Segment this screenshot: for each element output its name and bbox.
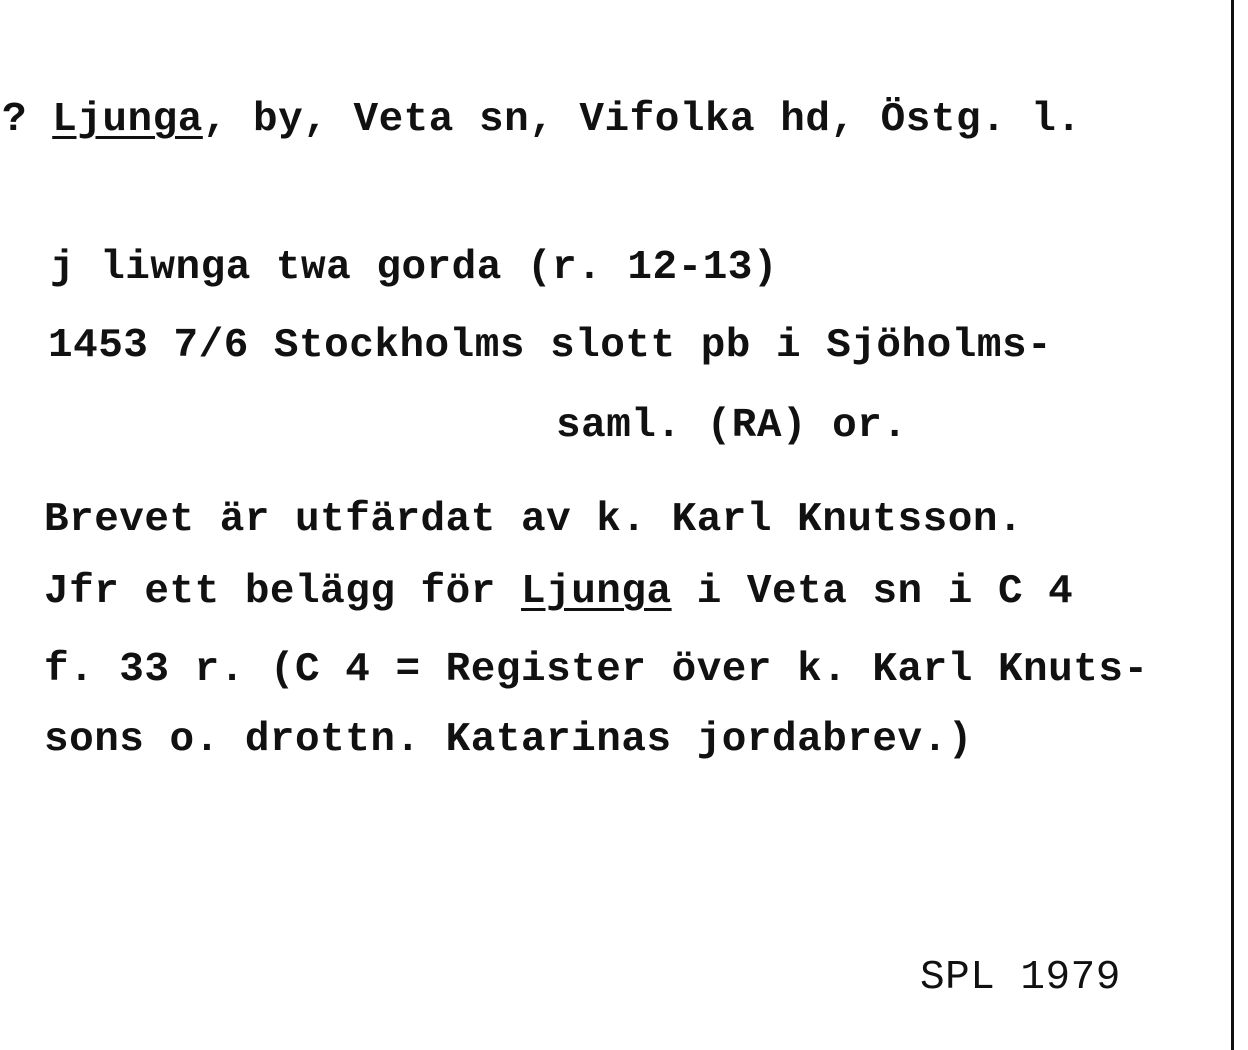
heading-line — [2, 96, 1081, 144]
note-line-2 — [44, 568, 1073, 616]
heading-place-name: Ljunga — [52, 97, 203, 143]
note-line-1: Brevet är utfärdat av k. Karl Knutsson. — [44, 497, 1024, 543]
card-edge — [1231, 0, 1234, 1050]
note-line-2-before: Jfr ett belägg för — [44, 569, 521, 615]
source-line-1: 1453 7/6 Stockholms slott pb i Sjöholms- — [48, 323, 1053, 369]
note-place-name: Ljunga — [520, 569, 672, 615]
note-line-3: f. 33 r. (C 4 = Register över k. Karl Knuts- — [44, 647, 1149, 693]
note-line-2-after: i Veta sn i C 4 — [671, 569, 1074, 615]
query-mark: ? — [2, 97, 28, 143]
signature: SPL 1979 — [920, 955, 1121, 1001]
quote-line: j liwnga twa gorda (r. 12-13) — [50, 245, 779, 291]
source-line-2: saml. (RA) or. — [556, 403, 908, 449]
heading-rest: , by, Veta sn, Vifolka hd, Östg. l. — [202, 97, 1082, 143]
note-line-4: sons o. drottn. Katarinas jordabrev.) — [44, 717, 973, 763]
